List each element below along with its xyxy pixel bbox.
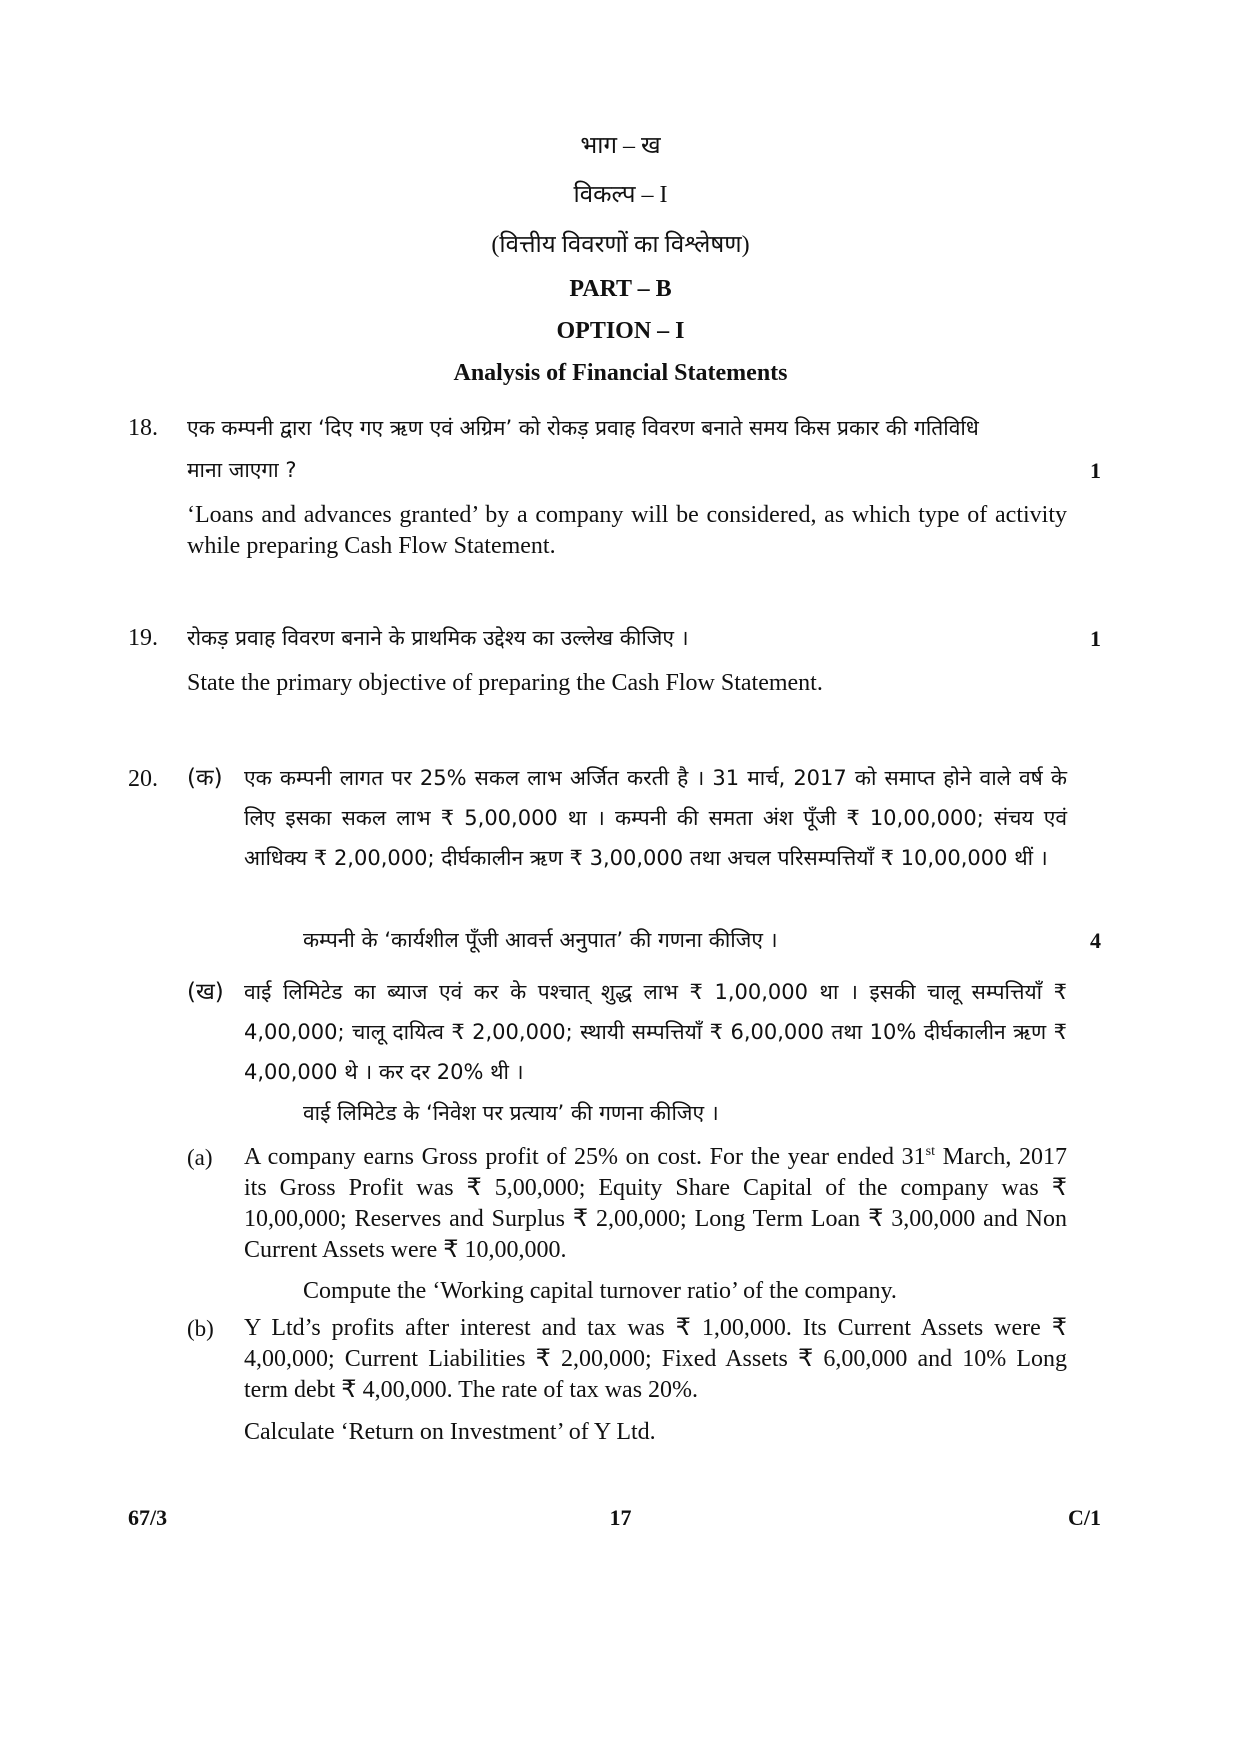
question-19-english: State the primary objective of preparing the Cash Flow Statement.: [187, 670, 823, 696]
question-20-part-a-task: Compute the ‘Working capital turnover ratio’ of the company.: [303, 1278, 897, 1304]
page-number: 17: [609, 1505, 632, 1530]
ordinal-suffix: st: [925, 1144, 935, 1159]
question-20-part-b-label: (b): [187, 1316, 214, 1341]
subject-title: Analysis of Financial Statements: [453, 360, 788, 386]
question-18-hindi-line2: माना जाएगा ?: [187, 458, 297, 482]
question-18-english: ‘Loans and advances granted’ by a company will be considered, as which type of activity while preparing Cash Flow Statement.: [187, 502, 1067, 559]
question-18-marks: 1: [1090, 458, 1101, 483]
question-number-20: 20.: [128, 766, 158, 792]
part-title: PART – B: [569, 276, 672, 302]
question-19-hindi: रोकड़ प्रवाह विवरण बनाने के प्राथमिक उद्देश्य का उल्लेख कीजिए ।: [187, 626, 689, 650]
question-20-part-a-label: (a): [187, 1145, 213, 1170]
question-20-part-kha-text: वाई लिमिटेड का ब्याज एवं कर के पश्चात् शुद्ध लाभ ₹ 1,00,000 था । इसकी चालू सम्पत्तियाँ ₹ 4,00,000; चालू दायित्व ₹ 2,00,000; स्थायी सम्पत्तियाँ ₹ 6,00,000 तथा 10% दीर्घकालीन ऋण ₹ 4,00,000 थे । कर दर 20% थी ।: [244, 980, 1067, 1084]
question-18-hindi-line1: एक कम्पनी द्वारा ‘दिए गए ऋण एवं अग्रिम’ को रोकड़ प्रवाह विवरण बनाते समय किस प्रकार की गतिविधि: [187, 416, 979, 440]
question-20-part-ka-label: (क): [187, 765, 223, 791]
subject-title-hindi: (वित्तीय विवरणों का विश्लेषण): [491, 232, 750, 258]
question-20-part-ka-text: एक कम्पनी लागत पर 25% सकल लाभ अर्जित करती है । 31 मार्च, 2017 को समाप्त होने वाले वर्ष के लिए इसका सकल लाभ ₹ 5,00,000 था । कम्पनी की समता अंश पूँजी ₹ 10,00,000; संचय एवं आधिक्य ₹ 2,00,000; दीर्घकालीन ऋण ₹ 3,00,000 तथा अचल परिसम्पत्तियाँ ₹ 10,00,000 थीं ।: [244, 766, 1067, 870]
option-title: OPTION – I: [556, 318, 685, 344]
question-20-part-a-text-pre: A company earns Gross profit of 25% on cost. For the year ended 31: [244, 1144, 926, 1170]
question-20-part-b-text: Y Ltd’s profits after interest and tax was ₹ 1,00,000. Its Current Assets were ₹ 4,00,000; Current Liabilities ₹ 2,00,000; Fixed Assets ₹ 6,00,000 and 10% Long term debt ₹ 4,00,000. The rate of tax was 20%.: [244, 1315, 1067, 1403]
question-number-18: 18.: [128, 415, 158, 441]
set-code: C/1: [1068, 1505, 1101, 1530]
question-20-part-ka-task: कम्पनी के ‘कार्यशील पूँजी आवर्त्त अनुपात’ की गणना कीजिए ।: [303, 928, 778, 952]
part-title-hindi: भाग – ख: [580, 133, 661, 159]
question-20-part-kha-task: वाई लिमिटेड के ‘निवेश पर प्रत्याय’ की गणना कीजिए ।: [303, 1101, 719, 1125]
paper-code: 67/3: [128, 1505, 168, 1530]
question-20-part-kha-label: (ख): [187, 979, 224, 1005]
question-20-part-b-task: Calculate ‘Return on Investment’ of Y Ltd.: [244, 1419, 656, 1445]
question-20-part-a-text-post: March, 2017 its Gross Profit was ₹ 5,00,000; Equity Share Capital of the company was ₹ 10,00,000; Reserves and Surplus ₹ 2,00,000; Long Term Loan ₹ 3,00,000 and Non Current Assets were ₹ 10,00,000.: [244, 1144, 1067, 1263]
question-19-marks: 1: [1090, 626, 1101, 651]
option-title-hindi: विकल्प – I: [573, 182, 668, 208]
question-20-marks: 4: [1090, 928, 1101, 953]
question-number-19: 19.: [128, 625, 158, 651]
question-20-part-a-text: [244, 1142, 1067, 1266]
